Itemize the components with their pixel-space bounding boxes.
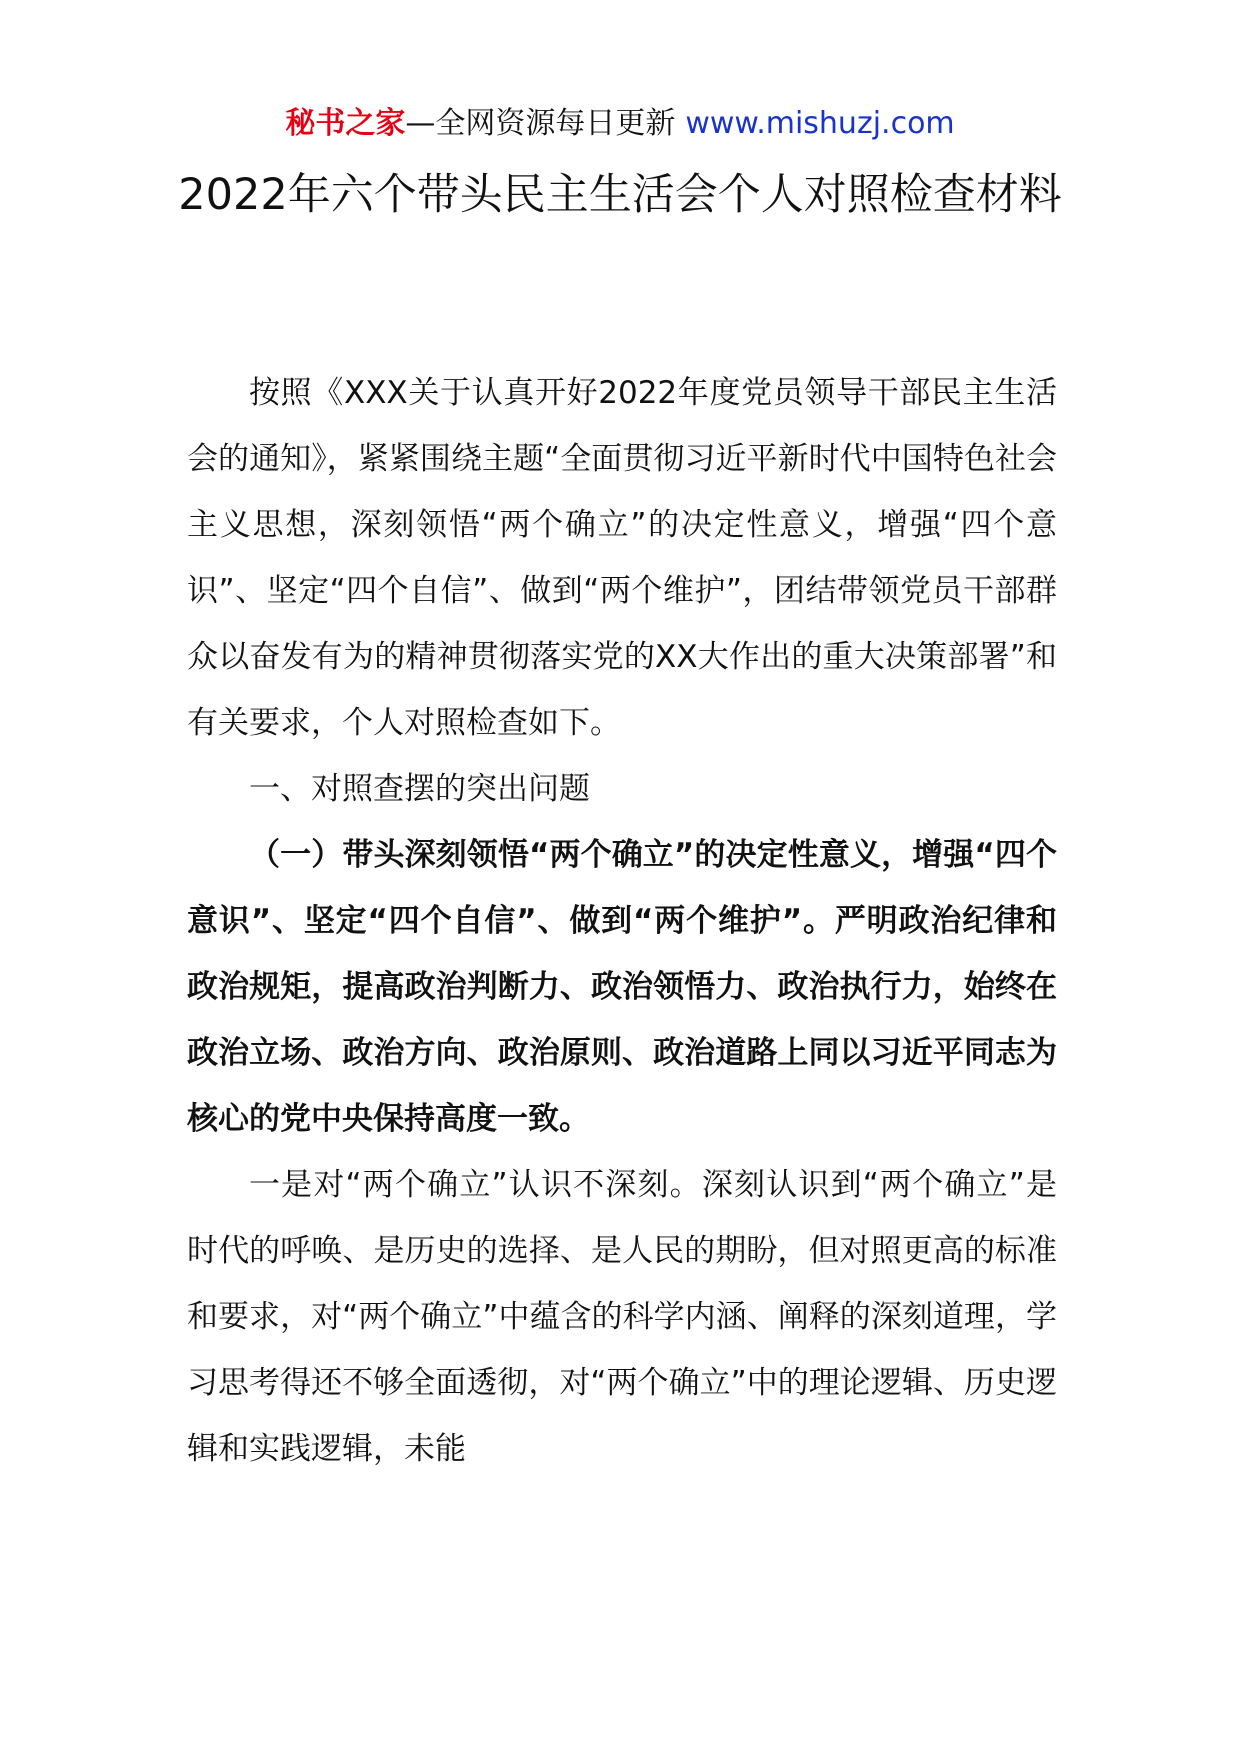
document-title: 2022年六个带头民主生活会个人对照检查材料	[178, 170, 1062, 220]
brand-name: 秘书之家	[285, 106, 406, 141]
intro-paragraph: 按照《XXX关于认真开好2022年度党员领导干部民主生活会的通知》，紧紧围绕主题“全面贯彻习近平新时代中国特色社会主义思想，深刻领悟“两个确立”的决定性意义，增强“四个意识”、坚定“四个自信”、做到“两个维护”，团结带领党员干部群众以奋发有为的精神贯彻落实党的XX大作出的重大决策部署”和有关要求，个人对照检查如下。	[187, 375, 1057, 741]
watermark-header	[0, 102, 1240, 146]
brand-slogan: —全网资源每日更新	[405, 106, 676, 141]
subsection-heading: （一）带头深刻领悟“两个确立”的决定性意义，增强“四个意识”、坚定“四个自信”、做到“两个维护”。严明政治纪律和政治规矩，提高政治判断力、政治领悟力、政治执行力，始终在政治立场、政治方向、政治原则、政治道路上同以习近平同志为核心的党中央保持高度一致。	[187, 837, 1057, 1137]
section-heading: 一、对照查摆的突出问题	[249, 771, 590, 807]
site-url[interactable]: www.mishuzj.com	[685, 106, 955, 141]
document-body	[187, 360, 1057, 1482]
body-paragraph: 一是对“两个确立”认识不深刻。深刻认识到“两个确立”是时代的呼唤、是历史的选择、是人民的期盼，但对照更高的标准和要求，对“两个确立”中蕴含的科学内涵、阐释的深刻道理，学习思考得还不够全面透彻，对“两个确立”中的理论逻辑、历史逻辑和实践逻辑，未能	[187, 1167, 1057, 1467]
